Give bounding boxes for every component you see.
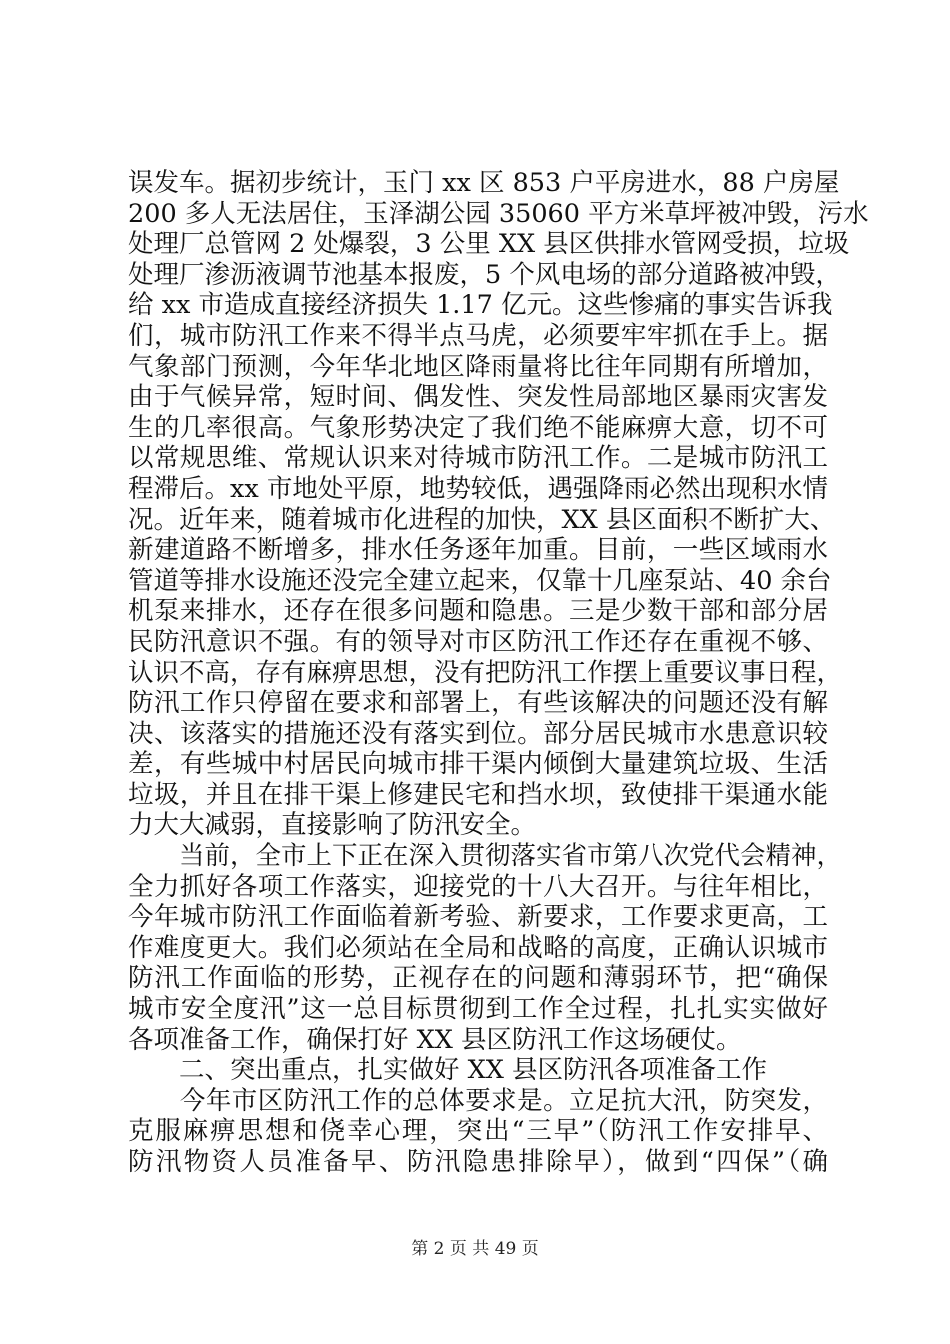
text-line: 垃圾，并且在排干渠上修建民宅和挡水坝，致使排干渠通水能	[128, 779, 828, 810]
text-line: 200 多人无法居住，玉泽湖公园 35060 平方米草坪被冲毁，污水	[128, 198, 869, 229]
text-line: 各项准备工作，确保打好 XX 县区防汛工作这场硬仗。	[128, 1024, 742, 1055]
text-line: 防汛物资人员准备早、防汛隐患排除早），做到“四保”（确	[128, 1147, 828, 1177]
text-line: 差，有些城中村居民向城市排干渠内倾倒大量建筑垃圾、生活	[128, 749, 828, 780]
text-line: 机泵来排水，还存在很多问题和隐患。三是少数干部和部分居	[128, 596, 828, 627]
text-line: 以常规思维、常规认识来对待城市防汛工作。二是城市防汛工	[128, 443, 828, 474]
text-line: 认识不高，存有麻痹思想，没有把防汛工作摆上重要议事日程，	[128, 657, 843, 688]
text-line: 二、突出重点，扎实做好 XX 县区防汛各项准备工作	[128, 1055, 768, 1086]
text-line: 今年城市防汛工作面临着新考验、新要求，工作要求更高，工	[128, 902, 828, 933]
text-line: 克服麻痹思想和侥幸心理，突出“三早”（防汛工作安排早、	[128, 1116, 828, 1147]
text-line: 今年市区防汛工作的总体要求是。立足抗大汛，防突发，	[128, 1085, 828, 1116]
text-line: 给 xx 市造成直接经济损失 1.17 亿元。这些惨痛的事实告诉我	[128, 290, 833, 321]
text-line: 新建道路不断增多，排水任务逐年加重。目前，一些区域雨水	[128, 535, 828, 566]
text-line: 气象部门预测，今年华北地区降雨量将比往年同期有所增加，	[128, 351, 828, 382]
text-line: 城市安全度汛”这一总目标贯彻到工作全过程，扎扎实实做好	[128, 994, 828, 1025]
page-footer: 第 2 页 共 49 页	[411, 1239, 539, 1259]
text-line: 作难度更大。我们必须站在全局和战略的高度，正确认识城市	[128, 932, 828, 963]
text-line: 民防汛意识不强。有的领导对市区防汛工作还存在重视不够、	[128, 626, 828, 657]
text-line: 当前，全市上下正在深入贯彻落实省市第八次党代会精神，	[128, 841, 843, 872]
text-line: 们，城市防汛工作来不得半点马虎，必须要牢牢抓在手上。据	[128, 320, 828, 351]
text-line: 全力抓好各项工作落实，迎接党的十八大召开。与往年相比，	[128, 871, 828, 902]
text-line: 程滞后。xx 市地处平原，地势较低，遇强降雨必然出现积水情	[128, 473, 828, 504]
text-line: 处理厂渗沥液调节池基本报废，5 个风电场的部分道路被冲毁，	[128, 259, 841, 290]
text-line: 管道等排水设施还没完全建立起来，仅靠十几座泵站、40 余台	[128, 565, 832, 596]
text-line: 生的几率很高。气象形势决定了我们绝不能麻痹大意，切不可	[128, 412, 828, 443]
text-line: 误发车。据初步统计，玉门 xx 区 853 户平房进水，88 户房屋	[128, 168, 840, 198]
document-body	[128, 168, 869, 1178]
text-line: 防汛工作只停留在要求和部署上，有些该解决的问题还没有解	[128, 688, 828, 719]
text-line: 决、该落实的措施还没有落实到位。部分居民城市水患意识较	[128, 718, 828, 749]
text-line: 处理厂总管网 2 处爆裂，3 公里 XX 县区供排水管网受损，垃圾	[128, 229, 850, 260]
text-line: 力大大减弱，直接影响了防汛安全。	[128, 810, 537, 841]
text-line: 况。近年来，随着城市化进程的加快，XX 县区面积不断扩大、	[128, 504, 836, 535]
text-line: 由于气候异常，短时间、偶发性、突发性局部地区暴雨灾害发	[128, 382, 828, 413]
text-line: 防汛工作面临的形势，正视存在的问题和薄弱环节，把“确保	[128, 963, 828, 994]
